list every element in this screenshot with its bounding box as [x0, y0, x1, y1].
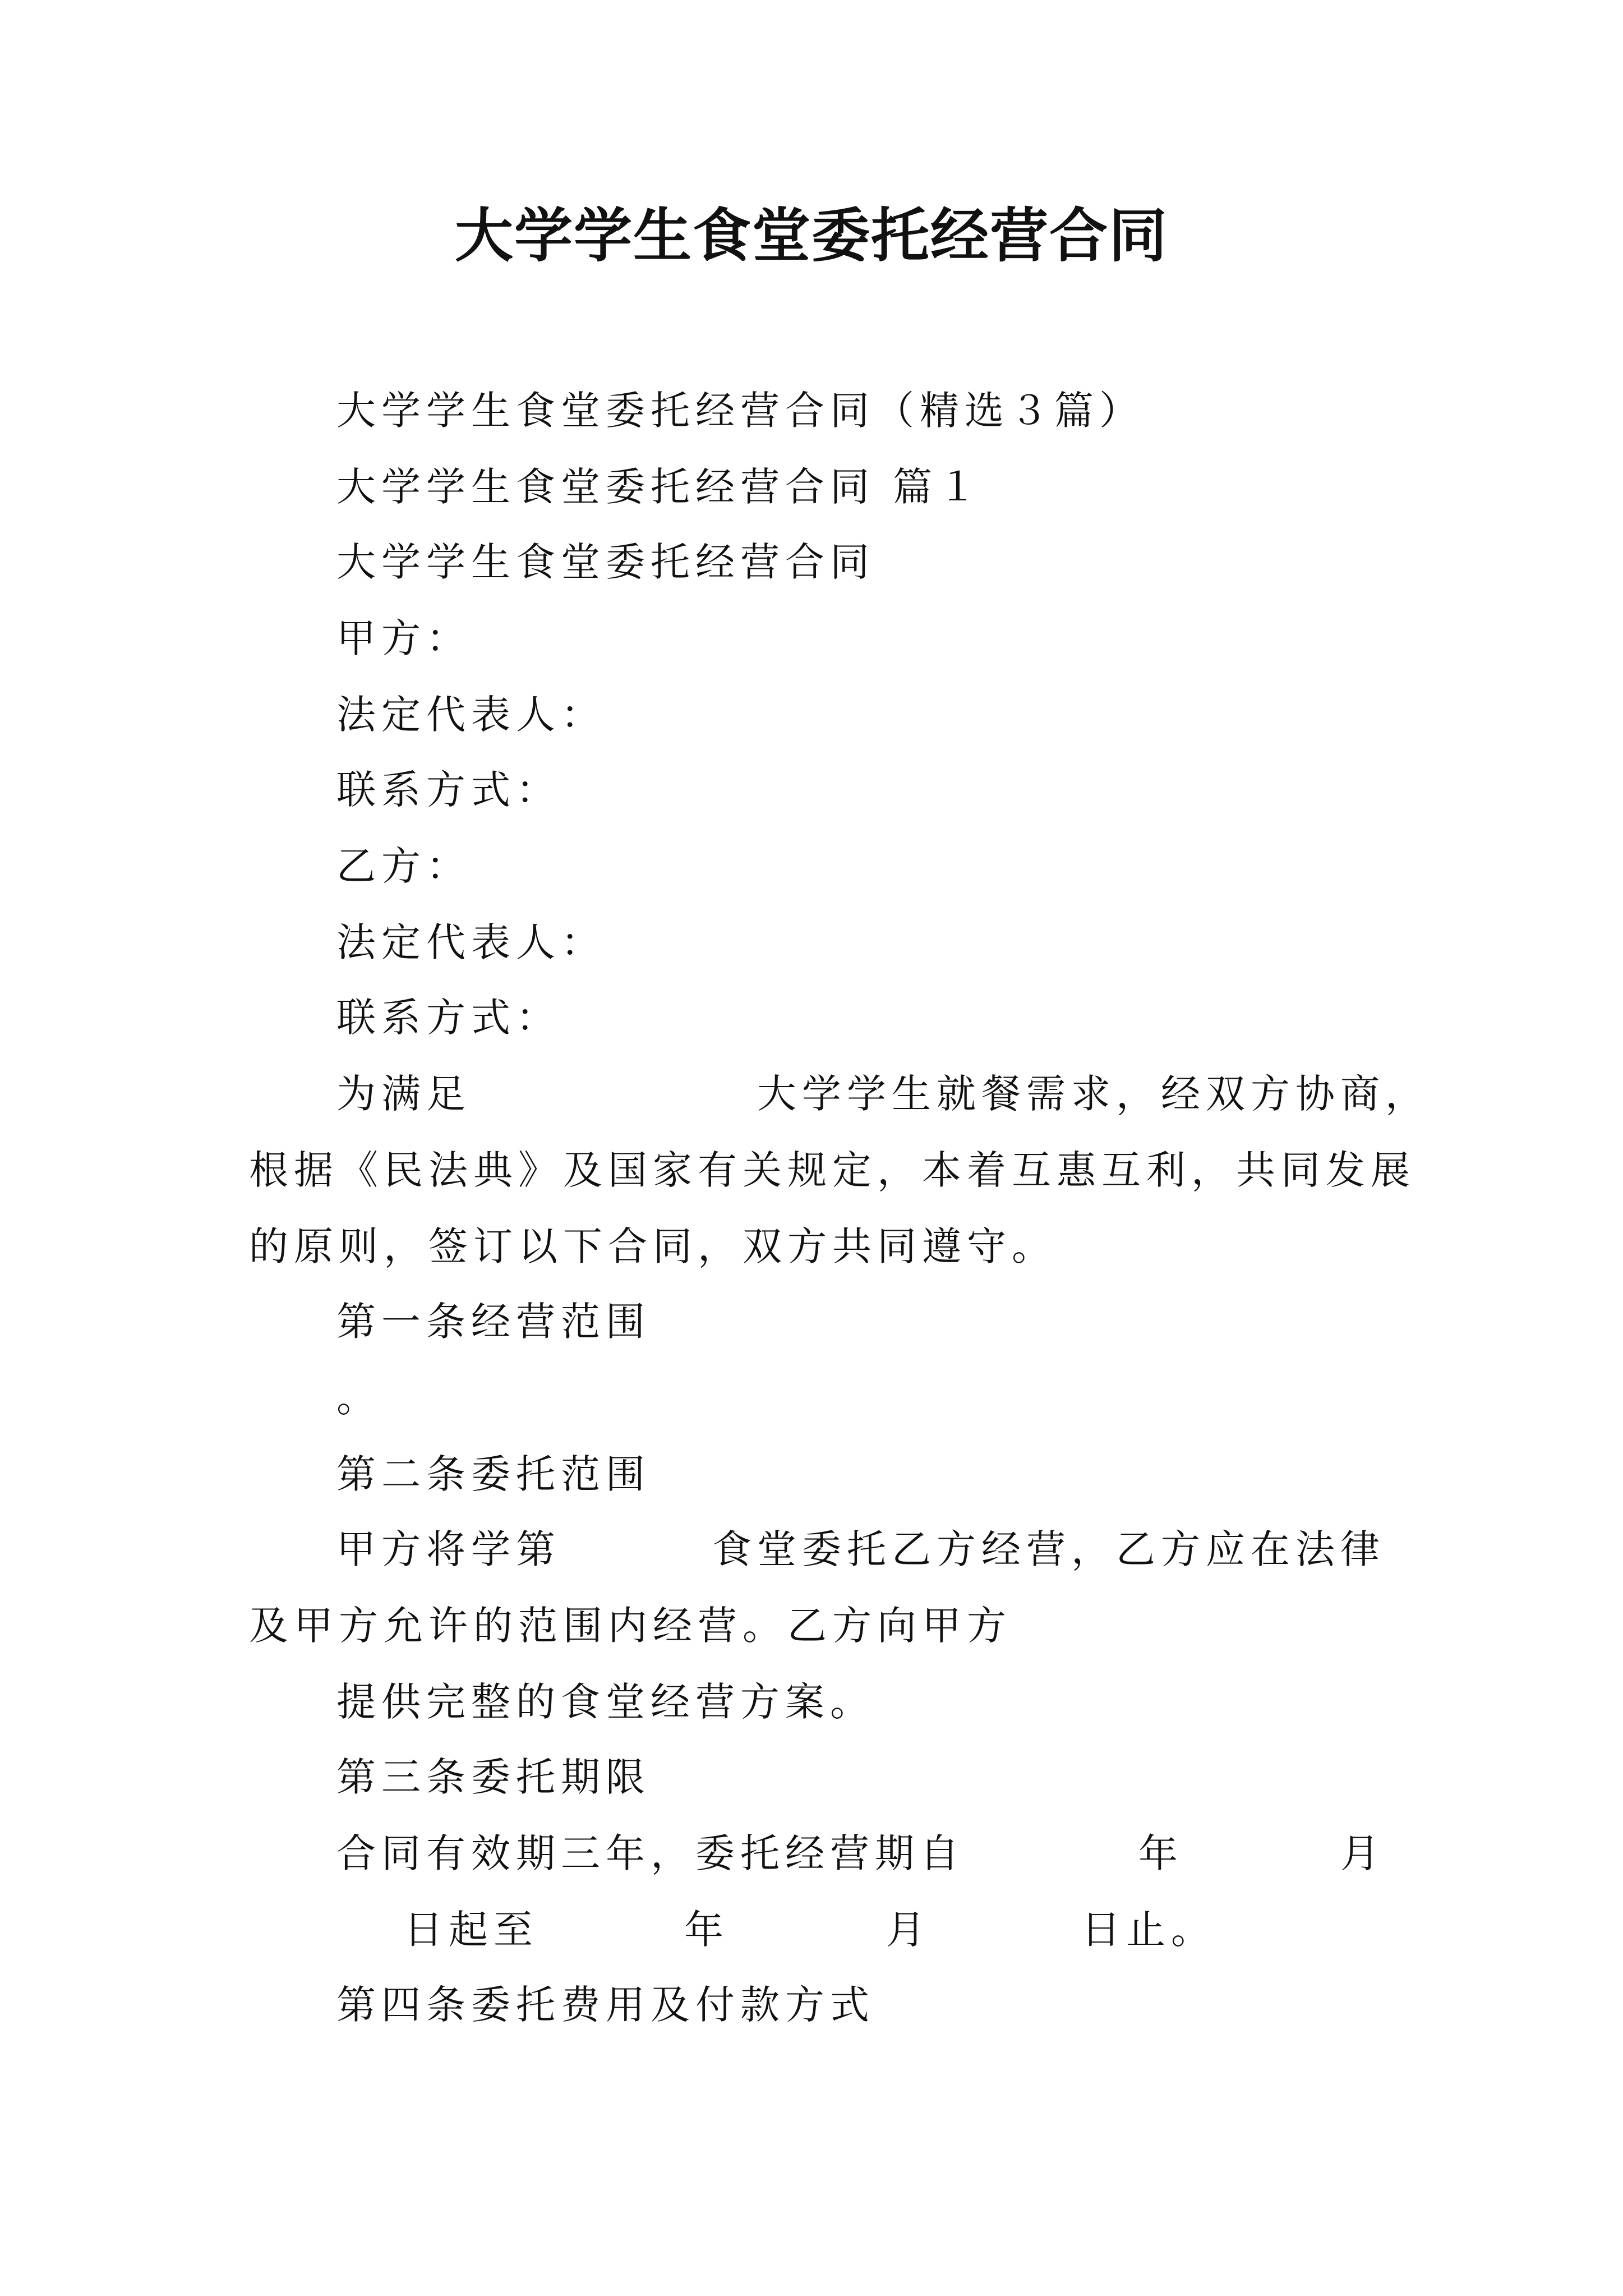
article-2-text-line-2: 及甲方允许的范围内经营。乙方向甲方	[249, 1603, 1012, 1649]
party-b-representative-label: 法定代表人：	[336, 919, 606, 965]
article-3-heading: 第三条委托期限	[336, 1754, 651, 1800]
preamble-text-start: 为满足	[336, 1071, 471, 1117]
article-3-term-text: 合同有效期三年，委托经营期自	[336, 1830, 965, 1876]
preamble-text-line-2: 根据《民法典》及国家有关规定，本着互惠互利，共同发展	[249, 1147, 1415, 1193]
preamble-text-line-3: 的原则，签订以下合同，双方共同遵守。	[249, 1223, 1057, 1269]
party-a-contact-label: 联系方式：	[336, 767, 561, 813]
article-3-start-month-label: 月	[1340, 1830, 1385, 1876]
article-4-heading: 第四条委托费用及付款方式	[336, 1982, 875, 2028]
paragraph-section-heading: 大学学生食堂委托经营合同 篇１	[336, 464, 983, 510]
article-2-text-line-3: 提供完整的食堂经营方案。	[336, 1679, 875, 1725]
article-2-heading: 第二条委托范围	[336, 1451, 651, 1497]
preamble-text-continued: 大学学生就餐需求，经双方协商，	[757, 1071, 1430, 1117]
paragraph-subtitle: 大学学生食堂委托经营合同（精选３篇）	[336, 388, 1144, 434]
article-3-start-year-label: 年	[1138, 1830, 1183, 1876]
party-b-label: 乙方：	[336, 843, 471, 889]
paragraph-contract-name: 大学学生食堂委托经营合同	[336, 539, 875, 585]
article-2-text-start: 甲方将学第	[336, 1526, 561, 1572]
party-a-label: 甲方：	[336, 615, 471, 661]
party-b-contact-label: 联系方式：	[336, 995, 561, 1041]
article-2-text-continued: 食堂委托乙方经营，乙方应在法律	[712, 1526, 1385, 1572]
article-1-content: 。	[336, 1375, 381, 1421]
document-title: 大学学生食堂委托经营合同	[454, 201, 1168, 270]
article-3-start-day-label: 日起至	[404, 1907, 538, 1953]
article-1-heading: 第一条经营范围	[336, 1299, 651, 1345]
article-3-end-day-label: 日止。	[1081, 1907, 1216, 1953]
article-3-end-month-label: 月	[886, 1907, 931, 1953]
party-a-representative-label: 法定代表人：	[336, 692, 606, 738]
article-3-end-year-label: 年	[684, 1907, 729, 1953]
